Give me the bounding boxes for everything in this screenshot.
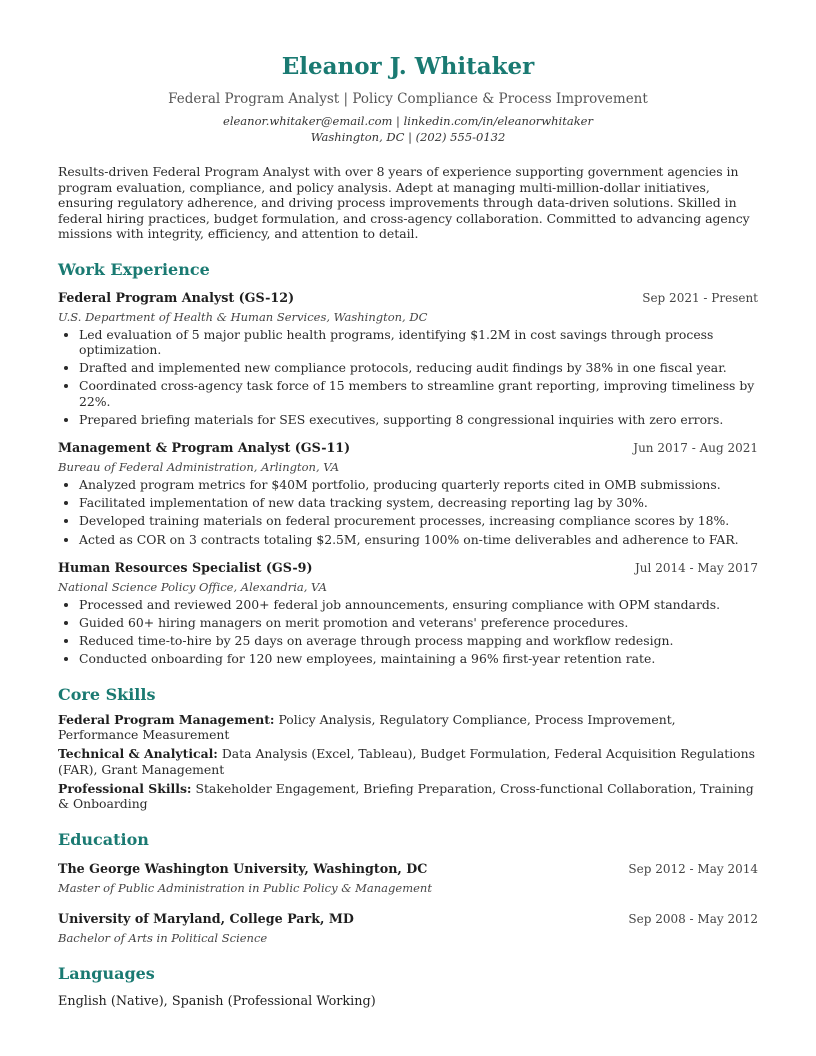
job-dates: Jun 2017 - Aug 2021 [633, 441, 758, 456]
contact-line-email-linkedin: eleanor.whitaker@email.com | linkedin.com/in/eleanorwhitaker [223, 114, 593, 128]
skill-label: Professional Skills: [58, 780, 192, 796]
skill-text: Data Analysis (Excel, Tableau), Budget Formulation, Federal Acquisition Regulations (FAR), Grant Management [58, 746, 755, 777]
headline: Federal Program Analyst | Policy Compliance & Process Improvement [168, 91, 648, 107]
work-experience-list [58, 289, 758, 667]
job-bullet: • Analyzed program metrics for $40M portfolio, producing quarterly reports cited in OMB submissions. [79, 477, 758, 493]
job-bullet: • Guided 60+ hiring managers on merit promotion and veterans' preference procedures. [79, 615, 758, 631]
skill-text: Stakeholder Engagement, Briefing Preparation, Cross-functional Collaboration, Training & Onboarding [58, 780, 754, 812]
job-title: Management & Program Analyst (GS-11) [58, 440, 351, 456]
skill-text: Policy Analysis, Regulatory Compliance, Process Improvement, Performance Measurement [58, 711, 676, 743]
job-bullet: • Led evaluation of 5 major public health programs, identifying $1.2M in cost savings through process optimization. [79, 327, 758, 358]
job-dates: Jul 2014 - May 2017 [635, 561, 758, 576]
job-bullet: • Drafted and implemented new compliance protocols, reducing audit findings by 38% in one fiscal year. [79, 360, 758, 376]
job-bullet: • Conducted onboarding for 120 new employees, maintaining a 96% first-year retention rate. [79, 651, 758, 667]
contact-line-location-phone: Washington, DC | (202) 555-0132 [310, 130, 506, 144]
core-skills-list [58, 712, 758, 812]
job-organization: U.S. Department of Health & Human Services, Washington, DC [58, 309, 428, 324]
skill-line [58, 781, 758, 812]
skill-line [58, 746, 758, 777]
candidate-name: Eleanor J. Whitaker [281, 53, 535, 80]
job-entry [58, 289, 758, 428]
education-dates: Sep 2012 - May 2014 [628, 861, 758, 876]
skill-label: Federal Program Management: [58, 711, 275, 727]
professional-summary: Results-driven Federal Program Analyst with over 8 years of experience supporting government agencies in program evaluation, compliance, and policy analysis. Adept at managing multi-million-dollar initiatives, ensuring regulatory adherence, and driving process improvements through data-driven solutions. Skilled in federal hiring practices, budget formulation, and cross-agency collaboration. Committed to advancing agency missions with integrity, efficiency, and attention to detail. [58, 164, 750, 241]
job-dates: Sep 2021 - Present [642, 290, 758, 305]
job-bullets [58, 327, 758, 428]
contact-info [58, 113, 758, 145]
school-name: University of Maryland, College Park, MD [58, 910, 354, 926]
education-dates: Sep 2008 - May 2012 [628, 911, 758, 926]
skill-label: Technical & Analytical: [58, 746, 218, 762]
degree: Bachelor of Arts in Political Science [58, 930, 268, 945]
job-bullet: • Prepared briefing materials for SES executives, supporting 8 congressional inquiries with zero errors. [79, 412, 758, 428]
job-bullet: • Reduced time-to-hire by 25 days on average through process mapping and workflow redesign. [79, 633, 758, 649]
job-entry [58, 559, 758, 667]
job-bullets [58, 477, 758, 547]
education-entry [58, 910, 758, 946]
section-title-core-skills: Core Skills [58, 684, 156, 704]
job-bullet: • Developed training materials on federal procurement processes, increasing compliance scores by 18%. [79, 513, 758, 529]
job-organization: National Science Policy Office, Alexandria, VA [58, 580, 327, 595]
languages-text: English (Native), Spanish (Professional Working) [58, 993, 376, 1009]
job-organization: Bureau of Federal Administration, Arlington, VA [58, 460, 340, 475]
job-title: Human Resources Specialist (GS-9) [58, 560, 313, 576]
job-entry [58, 439, 758, 547]
skill-line [58, 712, 758, 743]
section-title-work-experience: Work Experience [58, 259, 210, 279]
job-bullet: • Acted as COR on 3 contracts totaling $2.5M, ensuring 100% on-time deliverables and adherence to FAR. [79, 532, 758, 548]
resume-page [58, 52, 758, 1010]
school-name: The George Washington University, Washington, DC [58, 860, 428, 876]
job-bullet: • Facilitated implementation of new data tracking system, decreasing reporting lag by 30%. [79, 495, 758, 511]
education-list [58, 860, 758, 946]
job-bullet: • Coordinated cross-agency task force of 15 members to streamline grant reporting, improving timeliness by 22%. [79, 378, 758, 409]
section-title-languages: Languages [58, 963, 155, 983]
education-entry [58, 860, 758, 896]
section-title-education: Education [58, 829, 149, 849]
job-bullets [58, 597, 758, 667]
job-bullet: • Processed and reviewed 200+ federal job announcements, ensuring compliance with OPM standards. [79, 597, 758, 613]
job-title: Federal Program Analyst (GS-12) [58, 289, 295, 305]
degree: Master of Public Administration in Public Policy & Management [58, 880, 432, 895]
